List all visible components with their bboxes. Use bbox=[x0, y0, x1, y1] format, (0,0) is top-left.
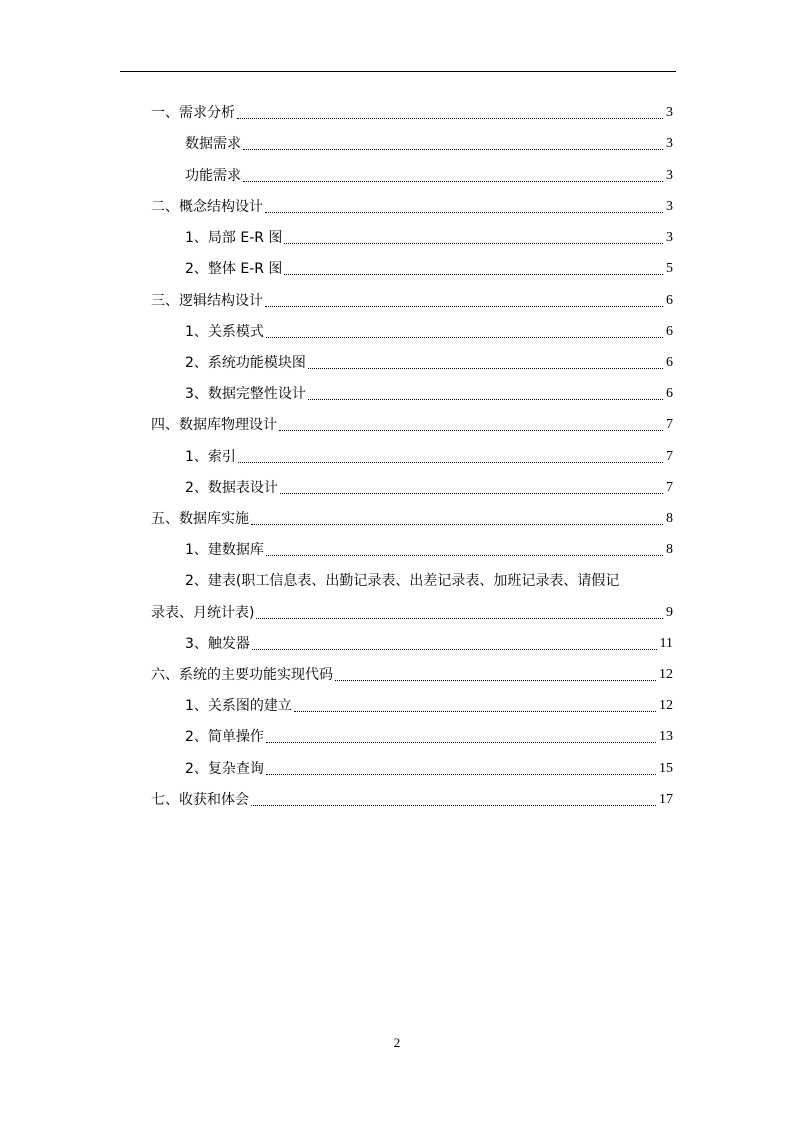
toc-leader-dots bbox=[279, 430, 663, 431]
toc-entry-title: 2、系统功能模块图 bbox=[185, 355, 306, 371]
toc-leader-dots bbox=[237, 118, 663, 119]
toc-leader-dots bbox=[265, 306, 663, 307]
toc-entry-title: 2、整体 E-R 图 bbox=[185, 261, 283, 277]
toc-entry-module-diagram[interactable] bbox=[0, 348, 794, 372]
toc-leader-dots bbox=[308, 368, 663, 369]
toc-entry-page: 3 bbox=[666, 136, 673, 151]
toc-entry-title: 1、关系模式 bbox=[185, 324, 264, 340]
toc-entry-index[interactable] bbox=[0, 442, 794, 466]
toc-entry-create-tables-line1[interactable] bbox=[185, 566, 675, 590]
toc-entry-title: 3、数据完整性设计 bbox=[185, 386, 306, 402]
toc-entry-page: 3 bbox=[666, 105, 673, 120]
toc-leader-dots bbox=[243, 181, 663, 182]
toc-entry-title: 1、建数据库 bbox=[185, 542, 264, 558]
toc-entry-create-tables-line2[interactable] bbox=[0, 598, 794, 622]
toc-entry-table-design[interactable] bbox=[0, 473, 794, 497]
toc-entry-page: 8 bbox=[666, 542, 673, 557]
toc-entry-page: 9 bbox=[666, 605, 673, 620]
toc-entry-main-functions[interactable] bbox=[0, 660, 794, 684]
toc-entry-title: 功能需求 bbox=[185, 168, 241, 184]
toc-entry-global-er[interactable] bbox=[0, 254, 794, 278]
toc-entry-integrity-design[interactable] bbox=[0, 379, 794, 403]
toc-entry-page: 7 bbox=[666, 480, 673, 495]
toc-entry-title: 2、简单操作 bbox=[185, 729, 264, 745]
toc-leader-dots bbox=[335, 680, 656, 681]
toc-entry-page: 12 bbox=[659, 667, 673, 682]
toc-entry-page: 3 bbox=[666, 168, 673, 183]
toc-entry-page: 12 bbox=[659, 698, 673, 713]
toc-entry-create-database[interactable] bbox=[0, 535, 794, 559]
toc-leader-dots bbox=[238, 462, 663, 463]
footer-page-number: 2 bbox=[393, 1035, 401, 1050]
toc-entry-complex-query[interactable] bbox=[0, 754, 794, 778]
toc-entry-title: 2、建表(职工信息表、出勤记录表、出差记录表、加班记录表、请假记 bbox=[185, 573, 620, 589]
toc-leader-dots bbox=[266, 337, 663, 338]
toc-entry-requirements[interactable] bbox=[0, 98, 794, 122]
toc-entry-page: 8 bbox=[666, 511, 673, 526]
toc-entry-page: 13 bbox=[659, 729, 673, 744]
toc-entry-title: 3、触发器 bbox=[185, 636, 250, 652]
toc-entry-relation-schema[interactable] bbox=[0, 317, 794, 341]
toc-entry-page: 7 bbox=[666, 449, 673, 464]
toc-entry-local-er[interactable] bbox=[0, 223, 794, 247]
toc-entry-title: 录表、月统计表) bbox=[151, 605, 255, 621]
toc-entry-title: 数据需求 bbox=[185, 136, 241, 152]
toc-leader-dots bbox=[266, 555, 663, 556]
toc-entry-reflections[interactable] bbox=[0, 785, 794, 809]
toc-entry-title: 一、需求分析 bbox=[151, 105, 235, 121]
toc-leader-dots bbox=[243, 149, 663, 150]
toc-leader-dots bbox=[284, 243, 663, 244]
toc-entry-title: 六、系统的主要功能实现代码 bbox=[151, 667, 333, 683]
toc-entry-page: 6 bbox=[666, 293, 673, 308]
toc-leader-dots bbox=[280, 493, 663, 494]
toc-entry-page: 3 bbox=[666, 230, 673, 245]
toc-entry-page: 17 bbox=[659, 792, 673, 807]
toc-entry-triggers[interactable] bbox=[0, 629, 794, 653]
toc-leader-dots bbox=[251, 805, 656, 806]
toc-entry-title: 2、数据表设计 bbox=[185, 480, 278, 496]
toc-leader-dots bbox=[252, 649, 657, 650]
toc-entry-title: 七、收获和体会 bbox=[151, 792, 249, 808]
toc-entry-title: 二、概念结构设计 bbox=[151, 199, 263, 215]
toc-entry-title: 五、数据库实施 bbox=[151, 511, 249, 527]
toc-leader-dots bbox=[308, 399, 663, 400]
toc-entry-title: 四、数据库物理设计 bbox=[151, 417, 277, 433]
toc-entry-page: 11 bbox=[659, 636, 673, 651]
toc-entry-page: 5 bbox=[666, 261, 673, 276]
toc-leader-dots bbox=[265, 212, 663, 213]
toc-entry-page: 15 bbox=[659, 761, 673, 776]
toc-entry-page: 3 bbox=[666, 199, 673, 214]
toc-entry-physical-design[interactable] bbox=[0, 410, 794, 434]
toc-leader-dots bbox=[266, 742, 656, 743]
toc-entry-page: 6 bbox=[666, 355, 673, 370]
toc-entry-relation-diagram[interactable] bbox=[0, 691, 794, 715]
toc-entry-title: 1、索引 bbox=[185, 449, 236, 465]
toc-entry-conceptual-design[interactable] bbox=[0, 192, 794, 216]
toc-leader-dots bbox=[294, 711, 656, 712]
toc-entry-title: 2、复杂查询 bbox=[185, 761, 264, 777]
toc-leader-dots bbox=[266, 774, 656, 775]
toc-entry-implementation[interactable] bbox=[0, 504, 794, 528]
toc-entry-page: 6 bbox=[666, 386, 673, 401]
toc-entry-title: 1、局部 E-R 图 bbox=[185, 230, 283, 246]
toc-entry-title: 三、逻辑结构设计 bbox=[151, 293, 263, 309]
toc-leader-dots bbox=[251, 524, 663, 525]
toc-entry-logical-design[interactable] bbox=[0, 286, 794, 310]
toc-entry-function-requirements[interactable] bbox=[0, 161, 794, 185]
toc-entry-page: 6 bbox=[666, 324, 673, 339]
toc-leader-dots bbox=[284, 274, 663, 275]
toc-entry-simple-ops[interactable] bbox=[0, 722, 794, 746]
toc-entry-data-requirements[interactable] bbox=[0, 129, 794, 153]
toc-entry-title: 1、关系图的建立 bbox=[185, 698, 292, 714]
toc-leader-dots bbox=[256, 618, 663, 619]
toc-entry-page: 7 bbox=[666, 417, 673, 432]
